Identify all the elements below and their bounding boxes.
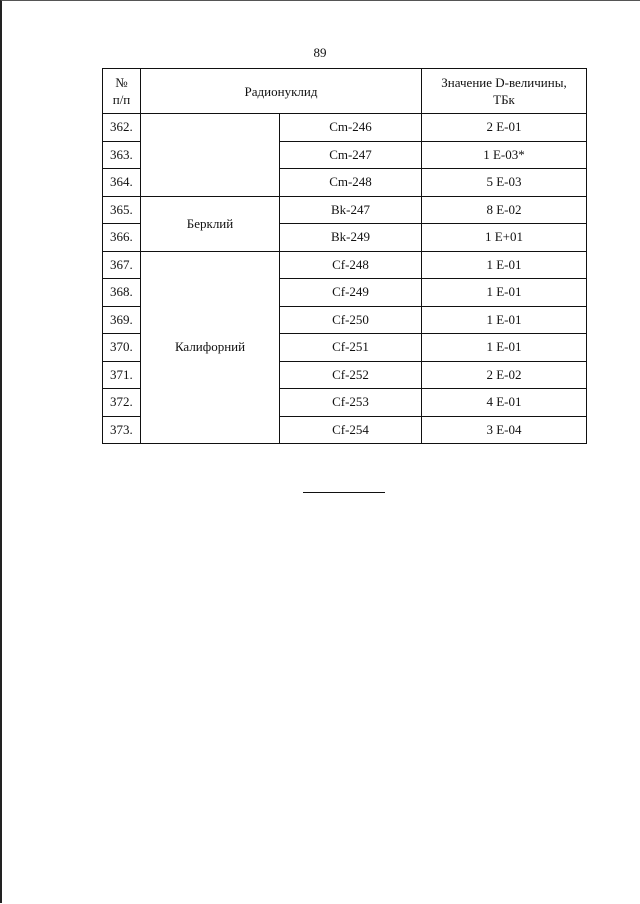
nuclide-cell: Bk-249 — [280, 224, 422, 252]
row-number: 362. — [103, 114, 141, 142]
d-value-cell: 1 E-01 — [422, 306, 587, 334]
row-number: 367. — [103, 251, 141, 279]
element-name: Калифорний — [141, 251, 280, 444]
d-value-cell: 1 E-01 — [422, 334, 587, 362]
element-name: Берклий — [141, 196, 280, 251]
element-name — [141, 114, 280, 197]
nuclide-cell: Bk-247 — [280, 196, 422, 224]
header-nuclide: Радионуклид — [141, 69, 422, 114]
row-number: 373. — [103, 416, 141, 444]
d-value-cell: 2 E-02 — [422, 361, 587, 389]
table-header — [103, 69, 587, 114]
nuclide-cell: Cf-249 — [280, 279, 422, 307]
header-num-line2: п/п — [112, 92, 131, 107]
header-row — [103, 69, 587, 114]
d-value-cell: 1 E-01 — [422, 251, 587, 279]
header-value-line2: ТБк — [493, 92, 515, 107]
header-num — [103, 69, 141, 114]
table-row — [103, 196, 587, 224]
nuclide-cell: Cf-248 — [280, 251, 422, 279]
header-value — [422, 69, 587, 114]
page-number: 89 — [313, 45, 327, 60]
row-number: 365. — [103, 196, 141, 224]
d-value-cell: 3 E-04 — [422, 416, 587, 444]
d-value-cell: 5 E-03 — [422, 169, 587, 197]
nuclide-cell: Cf-254 — [280, 416, 422, 444]
row-number: 364. — [103, 169, 141, 197]
d-value-cell: 1 E-03* — [422, 141, 587, 169]
nuclide-cell: Cf-253 — [280, 389, 422, 417]
row-number: 366. — [103, 224, 141, 252]
nuclide-cell: Cm-247 — [280, 141, 422, 169]
row-number: 370. — [103, 334, 141, 362]
row-number: 369. — [103, 306, 141, 334]
header-value-line1: Значение D-величины, — [441, 75, 567, 90]
header-num-line1: № — [115, 75, 128, 90]
nuclide-cell: Cf-251 — [280, 334, 422, 362]
nuclide-cell: Cf-252 — [280, 361, 422, 389]
nuclide-cell: Cm-246 — [280, 114, 422, 142]
d-value-cell: 1 E-01 — [422, 279, 587, 307]
d-value-cell: 2 E-01 — [422, 114, 587, 142]
d-value-cell: 4 E-01 — [422, 389, 587, 417]
table-body — [103, 114, 587, 444]
end-rule — [303, 492, 385, 493]
row-number: 363. — [103, 141, 141, 169]
table-row — [103, 114, 587, 142]
row-number: 368. — [103, 279, 141, 307]
d-value-cell: 1 E+01 — [422, 224, 587, 252]
row-number: 372. — [103, 389, 141, 417]
nuclide-cell: Cf-250 — [280, 306, 422, 334]
row-number: 371. — [103, 361, 141, 389]
table-row — [103, 251, 587, 279]
nuclide-cell: Cm-248 — [280, 169, 422, 197]
d-value-cell: 8 E-02 — [422, 196, 587, 224]
d-value-table — [102, 68, 587, 444]
